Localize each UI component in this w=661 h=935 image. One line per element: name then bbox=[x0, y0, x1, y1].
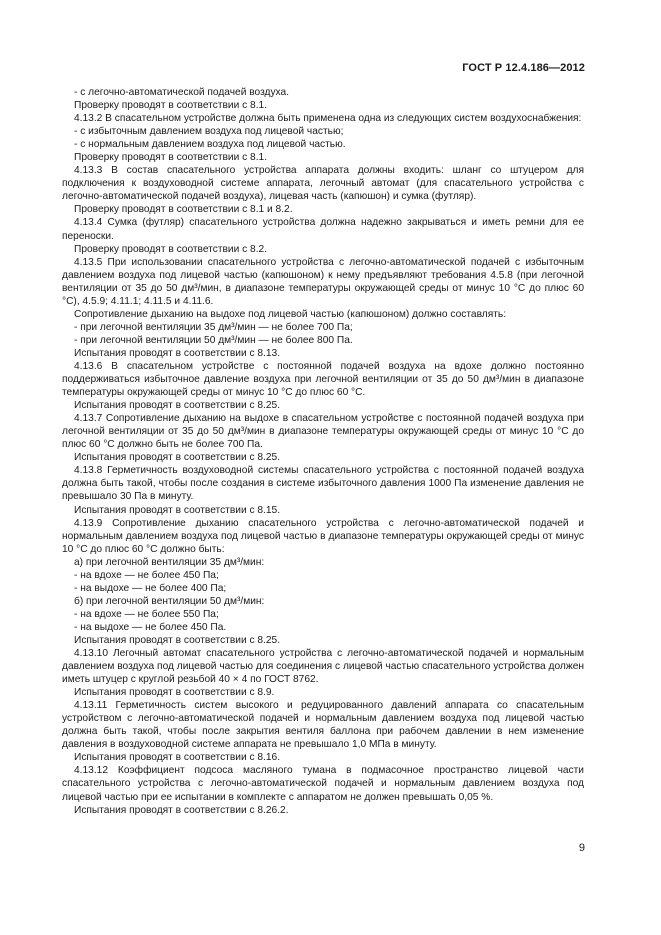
paragraph: а) при легочной вентиляции 35 дм³/мин: bbox=[74, 556, 265, 568]
paragraph: - с нормальным давлением воздуха под лицевой частью. bbox=[74, 139, 346, 151]
body-text bbox=[62, 86, 584, 817]
paragraph: Испытания проводят в соответствии с 8.25. bbox=[74, 634, 281, 646]
paragraph: - на выдохе — не более 400 Па; bbox=[74, 582, 227, 594]
paragraph: Испытания проводят в соответствии с 8.25. bbox=[74, 452, 281, 464]
paragraph: - на выдохе — не более 450 Па. bbox=[74, 621, 227, 633]
paragraph: - на вдохе — не более 450 Па; bbox=[74, 569, 219, 581]
paragraph: Испытания проводят в соответствии с 8.16. bbox=[74, 752, 281, 764]
paragraph: Испытания проводят в соответствии с 8.26.2. bbox=[74, 804, 289, 816]
paragraph: 4.13.4 Сумка (футляр) спасательного устройства должна надежно закрываться и иметь ремни для ее переноски. bbox=[62, 217, 584, 242]
paragraph: 4.13.6 В спасательном устройстве с постоянной подачей воздуха на вдохе должно постоянно поддерживаться избыточное давление воздуха при легочной вентиляции от 35 до 50 дм³/мин в диапазоне температуры окружающей среды от минус 10 °С до плюс 60 °С. bbox=[62, 360, 584, 399]
paragraph: 4.13.11 Герметичность систем высокого и редуцированного давлений аппарата со спасательным устройством с легочно-автоматической подачей и нормальным давлением воздуха под лицевой частью должна быть такой, чтобы после закрытия вентиля баллона при рабочем давлении в нем изменение давления в воздуховодной системе аппарата не превышало 1,0 МПа в минуту. bbox=[62, 700, 584, 751]
paragraph: - на вдохе — не более 550 Па; bbox=[74, 608, 219, 620]
paragraph: 4.13.9 Сопротивление дыханию спасательного устройства с легочно-автоматической подачей и нормальным давлением воздуха под лицевой частью в диапазоне температуры окружающей среды от минус 10 °С до плюс 60 °С должно быть: bbox=[62, 517, 584, 555]
paragraph: Проверку проводят в соответствии с 8.1 и 8.2. bbox=[74, 204, 293, 216]
paragraph: Испытания проводят в соответствии с 8.13. bbox=[74, 347, 281, 359]
paragraph: 4.13.2 В спасательном устройстве должна быть применена одна из следующих систем воздухоснабжения: bbox=[74, 113, 582, 125]
paragraph: - при легочной вентиляции 35 дм³/мин — не более 700 Па; bbox=[74, 321, 353, 333]
paragraph: 4.13.8 Герметичность воздуховодной системы спасательного устройства с постоянной подачей воздуха должна быть такой, чтобы после создания в системе избыточного давления 1000 Па изменение давления не превышало 30 Па в минуту. bbox=[62, 465, 584, 503]
paragraph: - при легочной вентиляции 50 дм³/мин — не более 800 Па. bbox=[74, 334, 353, 346]
page-number: 9 bbox=[578, 842, 585, 854]
paragraph: 4.13.12 Коэффициент подсоса масляного тумана в подмасочное пространство лицевой части спасательного устройства с легочно-автоматической подачей и нормальным давлением воздуха под лицевой частью при ее испытании в комплекте с аппаратом не должен превышать 0,05 %. bbox=[62, 765, 584, 803]
paragraph: 4.13.10 Легочный автомат спасательного устройства с легочно-автоматической подачей и нормальным давлением воздуха под лицевой частью для соединения с лицевой частью спасательного устройства должен иметь штуцер с круглой резьбой 40 × 4 по ГОСТ 8762. bbox=[62, 648, 584, 686]
paragraph: 4.13.5 При использовании спасательного устройства с легочно-автоматической подачей с избыточным давлением воздуха под лицевой частью (капюшоном) к нему предъявляют требования 4.5.8 (при легочной вентиляции от 35 до 50 дм³/мин, в диапазоне температуры окружающей среды от минус 10 °С до плюс 60 °С), 4.5.9; 4.11.1; 4.11.5 и 4.11.6. bbox=[62, 256, 584, 307]
paragraph: Проверку проводят в соответствии с 8.1. bbox=[74, 100, 268, 112]
paragraph: Сопротивление дыханию на выдохе под лицевой частью (капюшоном) должно составлять: bbox=[74, 308, 507, 320]
paragraph: - с легочно-автоматической подачей воздуха. bbox=[74, 87, 290, 98]
paragraph: 4.13.3 В состав спасательного устройства аппарата должны входить: шланг со штуцером для подключения к воздуховодной системе аппарата, легочный автомат (для спасательного устройства с легочно-автоматической подачей воздуха), лицевая часть (капюшон) и сумка (футляр). bbox=[62, 165, 584, 203]
paragraph: Проверку проводят в соответствии с 8.1. bbox=[74, 152, 268, 164]
document-header: ГОСТ Р 12.4.186—2012 bbox=[462, 62, 585, 74]
paragraph: 4.13.7 Сопротивление дыханию на выдохе в спасательном устройстве с постоянной подачей воздуха при легочной вентиляции от 35 до 50 дм³/мин в диапазоне температуры окружающей среды от минус 10 °С до плюс 60 °С должно быть не более 700 Па. bbox=[62, 413, 584, 451]
paragraph: Испытания проводят в соответствии с 8.9. bbox=[74, 687, 275, 699]
paragraph: Испытания проводят в соответствии с 8.25. bbox=[74, 400, 281, 412]
paragraph: Проверку проводят в соответствии с 8.2. bbox=[74, 243, 268, 255]
paragraph: б) при легочной вентиляции 50 дм³/мин: bbox=[74, 595, 265, 607]
paragraph: - с избыточным давлением воздуха под лицевой частью; bbox=[74, 126, 344, 138]
paragraph: Испытания проводят в соответствии с 8.15. bbox=[74, 504, 281, 516]
